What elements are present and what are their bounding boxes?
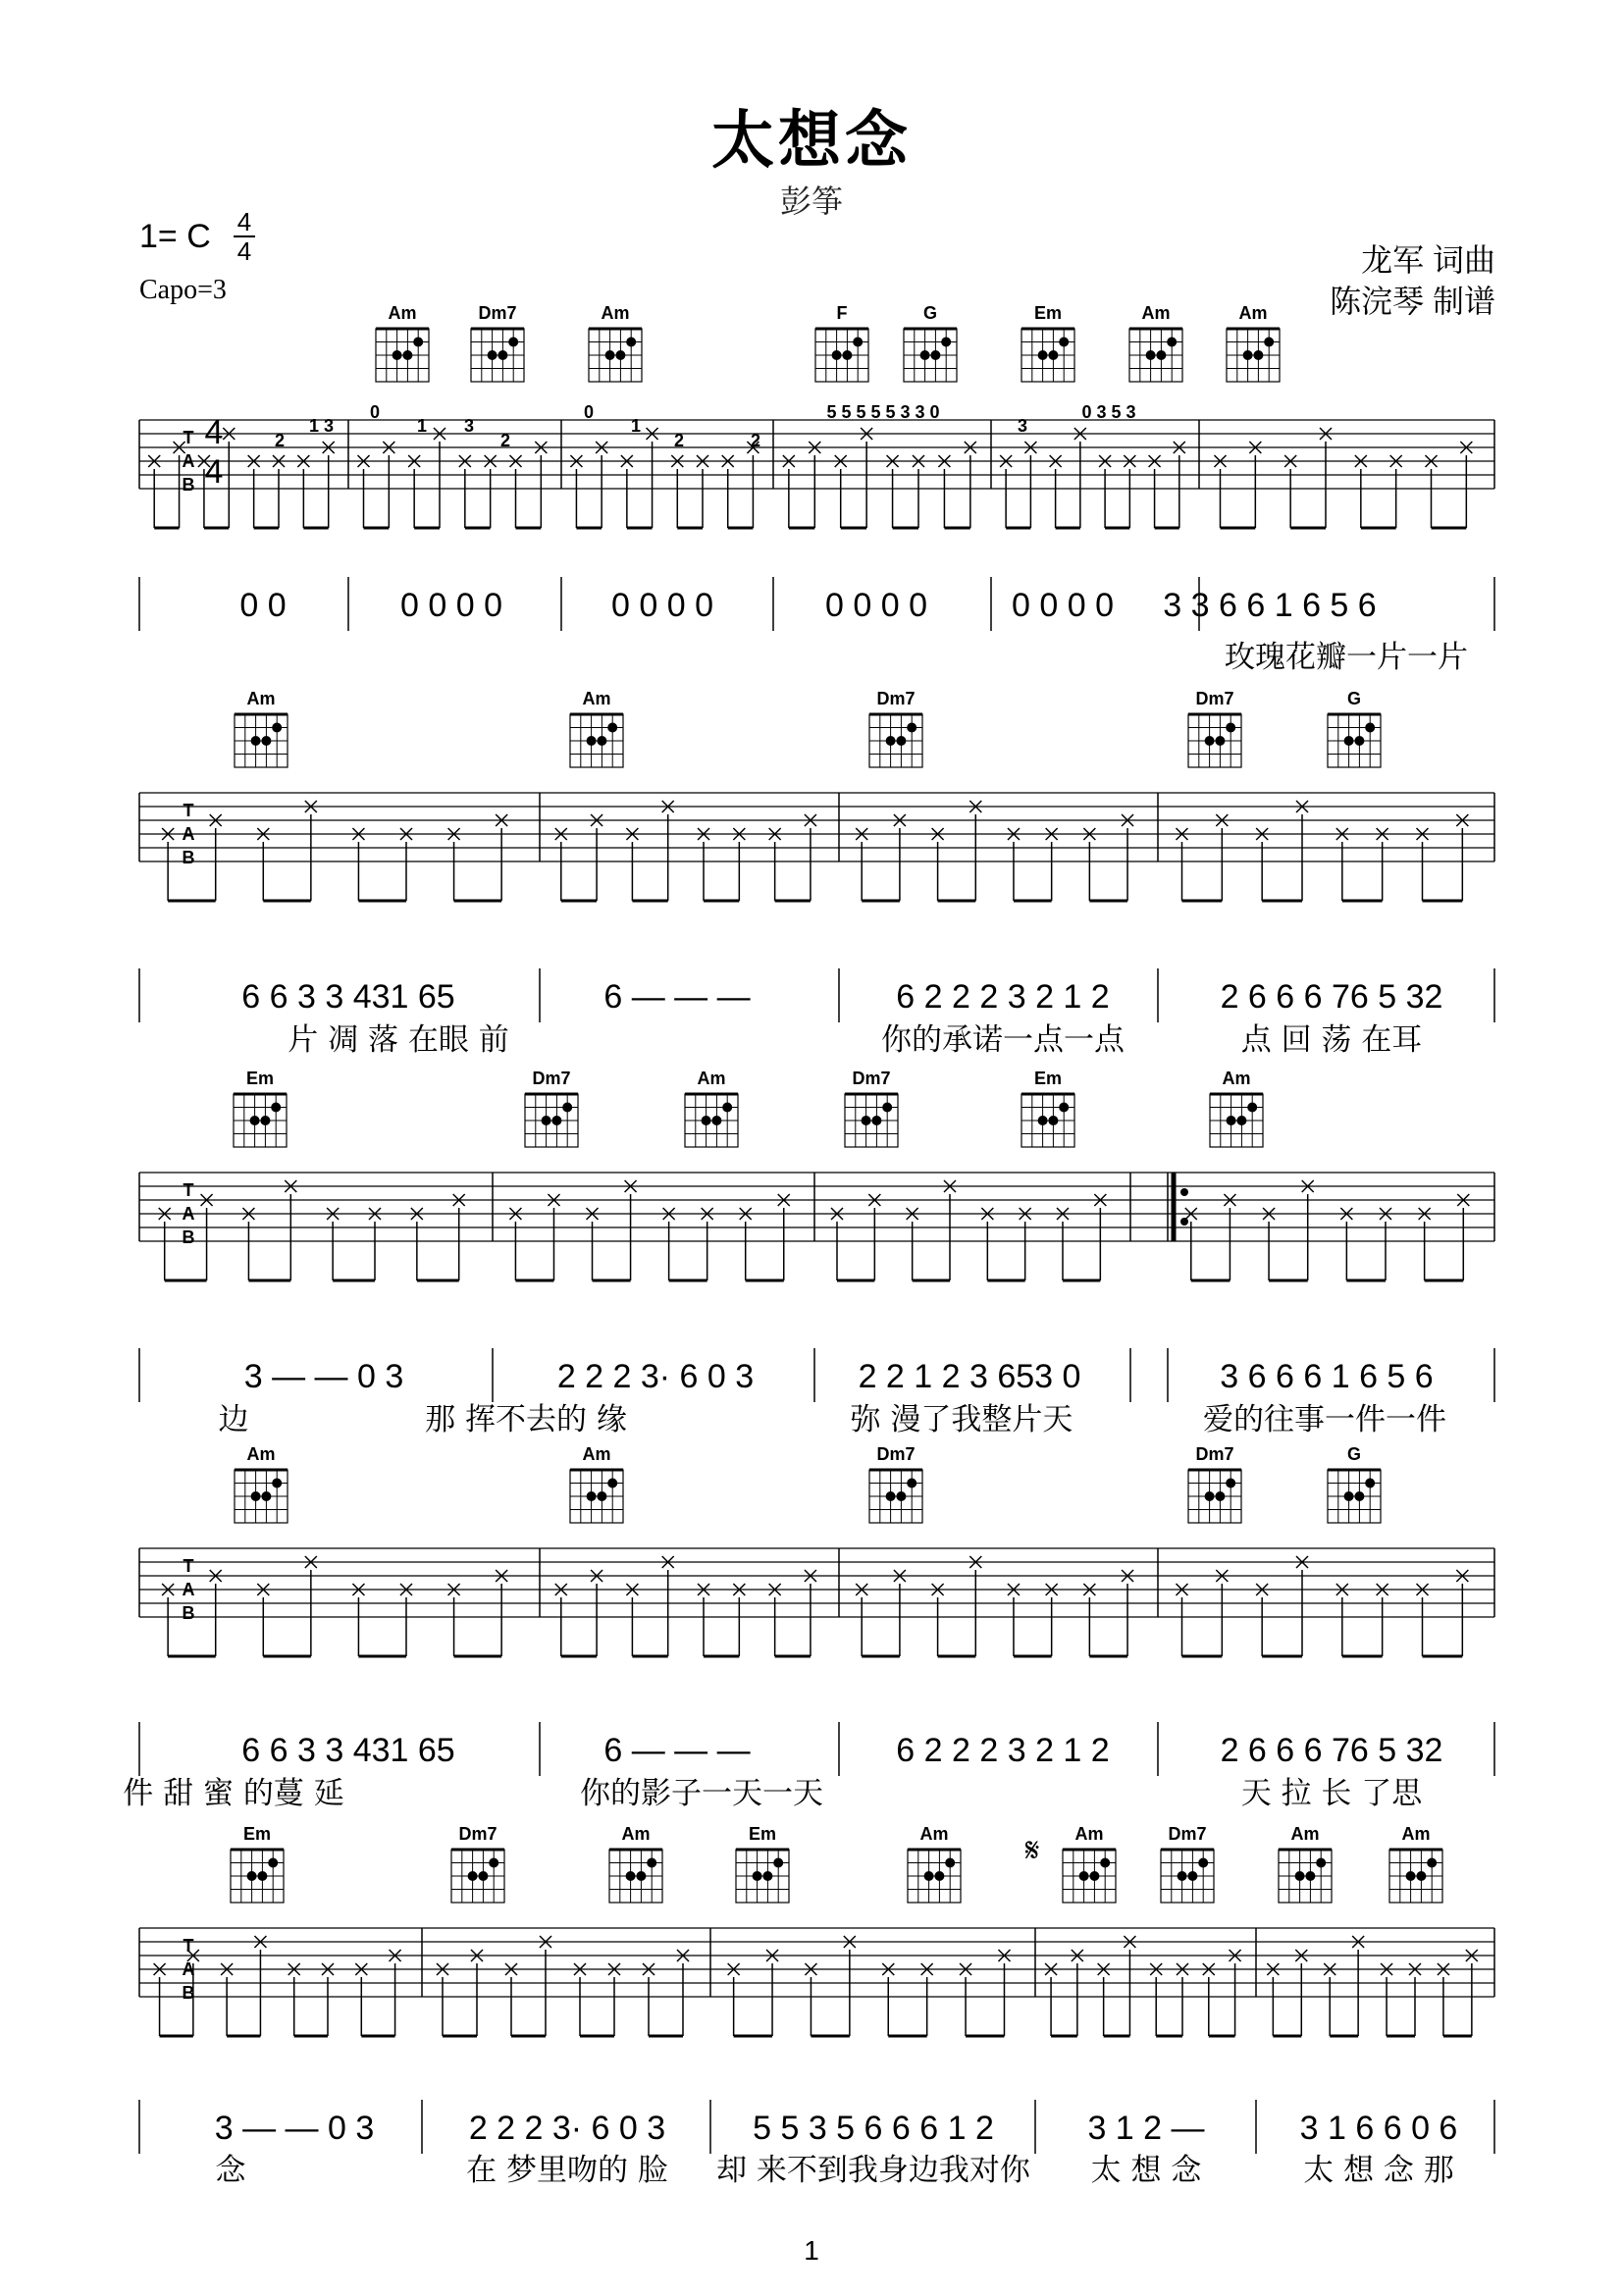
jianpu-measure: 2 2 1 2 3 653 0 (858, 1358, 1081, 1395)
chord-name: Am (621, 1824, 651, 1844)
jianpu-measure: 6 6 3 3 431 65 (241, 1732, 455, 1769)
chord-finger-dot (1354, 1491, 1364, 1501)
lyric-line: 你的承诺一点一点 (881, 1022, 1125, 1058)
chord-finger-dot (832, 350, 842, 360)
chord-finger-dot (1253, 350, 1263, 360)
chord-name: Am (246, 689, 276, 708)
tab-clef-b: B (182, 848, 195, 867)
chord-finger-dot (261, 1491, 271, 1501)
lyric-line: 太 想 念 那 (1303, 2153, 1454, 2188)
jianpu-measure: 6 6 3 3 431 65 (241, 978, 455, 1016)
chord-finger-dot (702, 1116, 711, 1125)
chord-finger-dot (1205, 1491, 1215, 1501)
jianpu-measure: 2 6 6 6 76 5 32 (1220, 978, 1443, 1016)
chord-name: F (836, 303, 848, 323)
chord-name: Am (1401, 1824, 1431, 1844)
tab-clef-a: A (182, 1580, 195, 1599)
tab-clef-b: B (182, 475, 195, 495)
chord-finger-dot (1205, 736, 1215, 746)
chord-name: Am (388, 303, 417, 323)
chord-finger-dot (1100, 1858, 1110, 1868)
chord-finger-dot (896, 1491, 906, 1501)
chord-name: G (922, 303, 938, 323)
chord-finger-dot (1264, 338, 1274, 347)
chord-finger-dot (251, 1491, 261, 1501)
chord-finger-dot (413, 338, 423, 347)
chord-finger-dot (551, 1116, 561, 1125)
chord-finger-dot (508, 338, 518, 347)
chord-finger-dot (268, 1858, 278, 1868)
chord-finger-dot (924, 1871, 934, 1881)
chord-name: Em (748, 1824, 777, 1844)
capo-info: Capo=3 (139, 275, 227, 305)
tab-clef-t: T (183, 801, 194, 820)
chord-finger-dot (773, 1858, 783, 1868)
chord-finger-dot (1038, 350, 1048, 360)
chord-name: Dm7 (876, 1444, 916, 1464)
chord-finger-dot (1048, 350, 1058, 360)
chord-finger-dot (1305, 1871, 1315, 1881)
repeat-dot (1180, 1188, 1188, 1196)
chord-finger-dot (1247, 1103, 1257, 1113)
chord-finger-dot (753, 1871, 762, 1881)
chord-name: Dm7 (458, 1824, 497, 1844)
chord-name: Dm7 (1195, 1444, 1234, 1464)
chord-finger-dot (247, 1871, 257, 1881)
tab-fret-number: 3 (1017, 416, 1028, 436)
chord-finger-dot (1406, 1871, 1416, 1881)
chord-finger-dot (250, 1116, 260, 1125)
credit-transcriber: 陈浣琴 制谱 (1330, 284, 1495, 319)
lyric-line: 你的影子一天一天 (580, 1776, 823, 1811)
chord-finger-dot (1365, 1479, 1375, 1488)
chord-name: Am (1290, 1824, 1320, 1844)
chord-finger-dot (272, 1479, 282, 1488)
jianpu-measure: 3 — — 0 3 (243, 1358, 404, 1395)
jianpu-measure: 5 5 3 5 6 6 6 1 2 (753, 2110, 994, 2147)
chord-name: Am (582, 1444, 611, 1464)
jianpu-measure: 0 0 0 0 (611, 587, 713, 624)
tab-fret-number: 2 (274, 431, 286, 450)
chord-name: Em (1033, 303, 1063, 323)
tab-clef-b: B (182, 1603, 195, 1623)
chord-name: Am (1074, 1824, 1104, 1844)
chord-finger-dot (1316, 1858, 1326, 1868)
lyric-line: 却 来不到我身边我对你 (716, 2153, 1030, 2188)
tab-fret-number: 0 (369, 402, 381, 422)
lyric-line: 在 梦里吻的 脸 (466, 2153, 668, 2188)
chord-finger-dot (272, 723, 282, 733)
chord-finger-dot (711, 1116, 721, 1125)
tab-fret-number: 5 5 5 5 5 3 3 0 (826, 402, 940, 422)
tab-fret-number: 1 (308, 416, 320, 436)
chord-finger-dot (1227, 1116, 1236, 1125)
chord-finger-dot (1187, 1871, 1197, 1881)
tab-clef-a: A (182, 1959, 195, 1979)
chord-finger-dot (261, 736, 271, 746)
lyric-line: 片 凋 落 在眼 前 (288, 1022, 509, 1058)
song-title: 太想念 (711, 105, 912, 178)
chord-name: Em (242, 1824, 272, 1844)
chord-finger-dot (597, 1491, 606, 1501)
chord-name: Dm7 (532, 1069, 571, 1088)
lyric-line: 玫瑰花瓣一片一片 (1225, 640, 1468, 675)
chord-finger-dot (930, 350, 940, 360)
chord-finger-dot (1178, 1871, 1187, 1881)
chord-finger-dot (1365, 723, 1375, 733)
lyric-line: 那 挥不去的 缘 (425, 1402, 627, 1437)
chord-finger-dot (1344, 736, 1354, 746)
tab-fret-number: 3 (463, 416, 475, 436)
chord-finger-dot (871, 1116, 881, 1125)
chord-finger-dot (842, 350, 852, 360)
chord-finger-dot (488, 350, 497, 360)
chord-finger-dot (562, 1103, 572, 1113)
chord-finger-dot (393, 350, 402, 360)
tab-clef-a: A (182, 1204, 195, 1224)
tab-clef-b: B (182, 1227, 195, 1247)
chord-name: Dm7 (1195, 689, 1234, 708)
chord-finger-dot (1236, 1116, 1246, 1125)
chord-finger-dot (920, 350, 930, 360)
tab-clef-a: A (182, 451, 195, 471)
tab-fret-number: 3 (323, 416, 335, 436)
chord-name: Am (1222, 1069, 1251, 1088)
chord-finger-dot (542, 1116, 551, 1125)
chord-finger-dot (762, 1871, 772, 1881)
lyric-line: 点 回 荡 在耳 (1240, 1022, 1423, 1058)
chord-name: Em (245, 1069, 275, 1088)
chord-finger-dot (907, 1479, 916, 1488)
chord-name: Dm7 (876, 689, 916, 708)
chord-name: Am (1238, 303, 1268, 323)
chord-finger-dot (1048, 1116, 1058, 1125)
chord-finger-dot (1226, 1479, 1235, 1488)
jianpu-measure: 3 1 6 6 0 6 (1299, 2110, 1458, 2147)
chord-finger-dot (1354, 736, 1364, 746)
chord-finger-dot (626, 1871, 636, 1881)
chord-finger-dot (1146, 350, 1156, 360)
tab-fret-number: 0 (583, 402, 595, 422)
lyric-line: 爱的往事一件一件 (1203, 1402, 1446, 1437)
chord-finger-dot (1295, 1871, 1305, 1881)
chord-finger-dot (402, 350, 412, 360)
chord-name: Em (1033, 1069, 1063, 1088)
chord-name: Am (697, 1069, 726, 1088)
chord-finger-dot (1243, 350, 1253, 360)
chord-name: Am (1141, 303, 1171, 323)
tab-fret-number: 1 (630, 416, 642, 436)
chord-name: Dm7 (1168, 1824, 1207, 1844)
tab-clef-b: B (182, 1983, 195, 2003)
chord-finger-dot (1215, 1491, 1225, 1501)
chord-finger-dot (647, 1858, 656, 1868)
chord-finger-dot (587, 736, 597, 746)
chord-finger-dot (862, 1116, 871, 1125)
jianpu-measure: 3 6 6 6 1 6 5 6 (1220, 1358, 1434, 1395)
chord-finger-dot (1059, 1103, 1069, 1113)
tab-clef-a: A (182, 824, 195, 844)
chord-finger-dot (853, 338, 863, 347)
chord-finger-dot (597, 736, 606, 746)
chord-name: Dm7 (478, 303, 517, 323)
tab-time-sig-top: 4 (204, 414, 224, 451)
artist-name: 彭筝 (779, 183, 843, 219)
chord-finger-dot (636, 1871, 646, 1881)
chord-name: Am (246, 1444, 276, 1464)
chord-finger-dot (1156, 350, 1166, 360)
chord-name: Dm7 (852, 1069, 891, 1088)
credit-lyrics-music: 龙军 词曲 (1361, 242, 1495, 278)
chord-finger-dot (605, 350, 615, 360)
jianpu-measure: 2 2 2 3· 6 0 3 (468, 2110, 666, 2147)
chord-name: G (1346, 1444, 1362, 1464)
chord-finger-dot (882, 1103, 892, 1113)
chord-finger-dot (1038, 1116, 1048, 1125)
chord-name: Am (919, 1824, 949, 1844)
jianpu-measure: 0 0 (239, 587, 287, 624)
chord-name: G (1346, 689, 1362, 708)
chord-finger-dot (478, 1871, 488, 1881)
jianpu-measure: 2 6 6 6 76 5 32 (1220, 1732, 1443, 1769)
chord-finger-dot (1167, 338, 1177, 347)
chord-finger-dot (1079, 1871, 1089, 1881)
chord-finger-dot (1226, 723, 1235, 733)
jianpu-measure: 0 0 0 0 (400, 587, 502, 624)
tab-fret-number: 1 (416, 416, 428, 436)
chord-name: Am (582, 689, 611, 708)
lyric-line: 天 拉 长 了思 (1240, 1776, 1423, 1811)
chord-finger-dot (271, 1103, 281, 1113)
tab-time-sig-bottom: 4 (204, 453, 224, 491)
lyric-line: 念 (215, 2153, 246, 2188)
tab-fret-number: 0 3 5 3 (1081, 402, 1136, 422)
chord-finger-dot (626, 338, 636, 347)
tab-clef-t: T (183, 1556, 194, 1576)
chord-finger-dot (489, 1858, 498, 1868)
jianpu-measure: 0 0 0 0 (825, 587, 927, 624)
tab-fret-number: 2 (750, 431, 761, 450)
tab-clef-t: T (183, 1936, 194, 1956)
jianpu-measure: 3 1 2 — (1087, 2110, 1205, 2147)
chord-finger-dot (886, 736, 896, 746)
segno-sign: 𝄋 (1024, 1832, 1040, 1869)
time-signature: 4 4 (234, 210, 255, 263)
chord-finger-dot (468, 1871, 478, 1881)
tab-clef-t: T (183, 1180, 194, 1200)
jianpu-measure: 3 3 6 6 1 6 5 6 (1163, 587, 1377, 624)
repeat-dot (1180, 1218, 1188, 1226)
lyric-line: 太 想 念 (1090, 2153, 1202, 2188)
chord-finger-dot (945, 1858, 955, 1868)
chord-finger-dot (896, 736, 906, 746)
jianpu-measure: 2 2 2 3· 6 0 3 (556, 1358, 755, 1395)
chord-finger-dot (587, 1491, 597, 1501)
chord-finger-dot (1215, 736, 1225, 746)
chord-finger-dot (607, 1479, 617, 1488)
tab-fret-number: 2 (673, 431, 685, 450)
tab-clef-t: T (183, 428, 194, 447)
key-signature: 1= C (139, 218, 211, 255)
chord-finger-dot (722, 1103, 732, 1113)
chord-finger-dot (886, 1491, 896, 1501)
chord-finger-dot (1059, 338, 1069, 347)
chord-finger-dot (1198, 1858, 1208, 1868)
chord-name: Am (601, 303, 630, 323)
chord-finger-dot (257, 1871, 267, 1881)
lyric-line: 边 (218, 1402, 249, 1437)
tab-fret-number: 2 (499, 431, 511, 450)
lyric-line: 件 甜 蜜 的蔓 延 (123, 1776, 344, 1811)
chord-finger-dot (251, 736, 261, 746)
chord-finger-dot (1427, 1858, 1437, 1868)
chord-finger-dot (1416, 1871, 1426, 1881)
lyric-line: 弥 漫了我整片天 (850, 1402, 1073, 1437)
jianpu-measure: 0 0 0 0 (1012, 587, 1114, 624)
chord-finger-dot (615, 350, 625, 360)
jianpu-measure: 6 — — — (603, 1732, 751, 1769)
chord-finger-dot (260, 1116, 270, 1125)
chord-finger-dot (941, 338, 951, 347)
jianpu-measure: 6 2 2 2 3 2 1 2 (896, 1732, 1110, 1769)
chord-finger-dot (497, 350, 507, 360)
jianpu-measure: 6 — — — (603, 978, 751, 1016)
jianpu-measure: 6 2 2 2 3 2 1 2 (896, 978, 1110, 1016)
page-number: 1 (804, 2235, 819, 2266)
jianpu-measure: 3 — — 0 3 (214, 2110, 375, 2147)
chord-finger-dot (1089, 1871, 1099, 1881)
chord-finger-dot (607, 723, 617, 733)
chord-finger-dot (1344, 1491, 1354, 1501)
chord-finger-dot (934, 1871, 944, 1881)
chord-finger-dot (907, 723, 916, 733)
